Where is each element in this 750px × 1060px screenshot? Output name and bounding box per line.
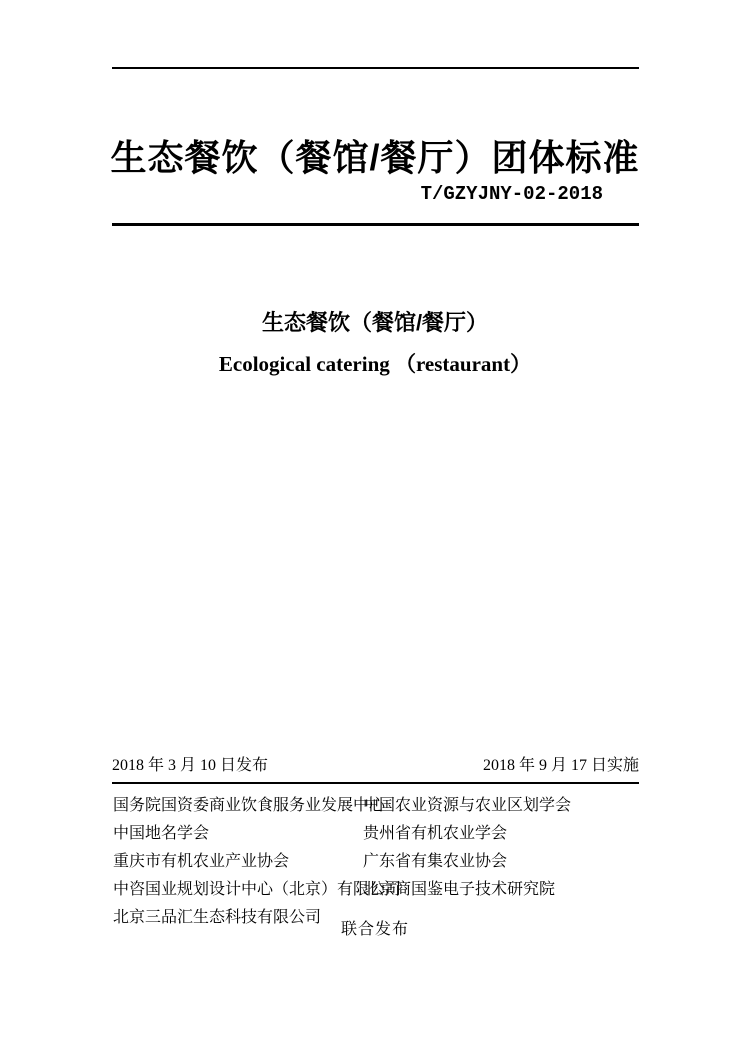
org-name: 中国农业资源与农业区划学会 (363, 796, 572, 814)
subject-title-chinese: 生态餐饮（餐馆/餐厅） (261, 310, 489, 335)
joint-release-label: 联合发布 (340, 921, 409, 938)
standard-number: T/GZYJNY-02-2018 (420, 183, 603, 205)
issue-date: 2018 年 3 月 10 日发布 (112, 757, 269, 774)
subject-title-english: Ecological catering （restaurant） (218, 352, 532, 376)
org-name: 北京三品汇生态科技有限公司 (113, 908, 322, 926)
org-name: 北京商国鉴电子技术研究院 (363, 880, 556, 898)
org-row (113, 817, 640, 845)
org-name: 重庆市有机农业产业协会 (113, 852, 290, 870)
org-row (113, 873, 640, 901)
org-name: 中咨国业规划设计中心（北京）有限公司 (113, 880, 402, 898)
org-name: 广东省有集农业协会 (363, 852, 508, 870)
date-divider-rule (112, 782, 639, 784)
document-title: 生态餐饮（餐馆/餐厅）团体标准 (110, 137, 640, 178)
top-rule (112, 67, 639, 69)
org-name: 中国地名学会 (113, 824, 210, 842)
org-row (113, 789, 640, 817)
implementation-date: 2018 年 9 月 17 日实施 (482, 757, 639, 774)
org-name: 贵州省有机农业学会 (363, 824, 508, 842)
org-row (113, 845, 640, 873)
date-row (112, 756, 639, 775)
org-name: 国务院国资委商业饮食服务业发展中心 (113, 796, 386, 814)
publishing-organizations (113, 789, 640, 929)
header-divider-rule (112, 223, 639, 226)
